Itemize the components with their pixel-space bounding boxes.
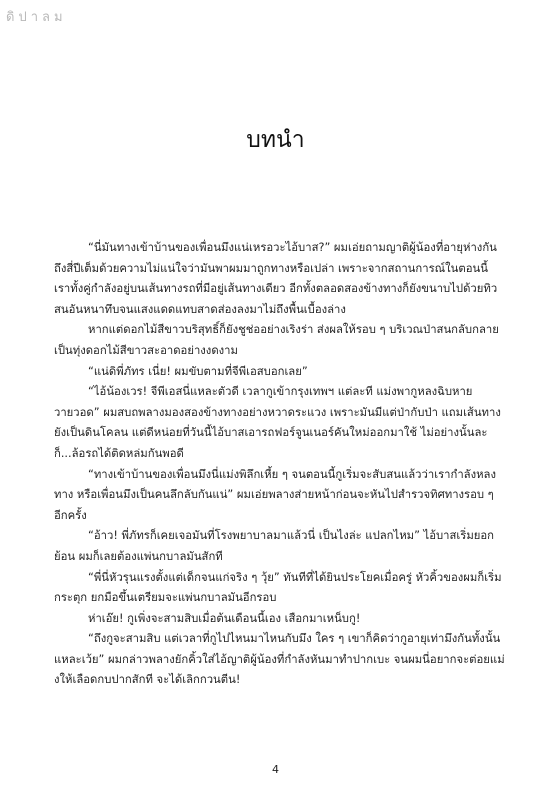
paragraph: “ทางเข้าบ้านของเพื่อนมึงนี่แม่งพิลึกเหี้ย ๆ จนตอนนี้กูเริ่มจะสับสนแล้วว่าเรากำลังหลงทาง หรือเพื่อนมึงเป็นคนลึกลับกันแน่” ผมเอ่ยพลางส่ายหน้าก่อนจะหันไปสำรวจทิศทางรอบ ๆ อีกครั้ง [54, 467, 496, 522]
paragraph: “อ้าว! พี่ภัทรก็เคยเจอมันที่โรงพยาบาลมาแล้วนี่ เป็นไงล่ะ แปลกไหม” ไอ้บาสเริ่มยอกย้อน ผมก็เลยต้องแพ่นกบาลมันสักที [54, 529, 495, 563]
paragraph: “นี่มันทางเข้าบ้านของเพื่อนมึงแน่เหรอวะไอ้บาส?” ผมเอ่ยถามญาติผู้น้องที่อายุห่างกันถึงสี่ปีเต็มด้วยความไม่แน่ใจว่ามันพาผมมาถูกทางหรือเปล่า เพราะจากสถานการณ์ในตอนนี้ เราทั้งคู่กำลังอยู่บนเส้นทางรถที่มีอยู่เส้นทางเดียว อีกทั้งตลอดสองข้างทางก็ยังขนาบไปด้วยทิวสนอันหนาทึบจนแสงแดดแทบสาดส่องลงมาไม่ถึงพื้นเบื้องล่าง [54, 241, 498, 316]
body-text [54, 238, 506, 691]
paragraph: ห่าเอ๊ย! กูเพิ่งจะสามสิบเมื่อต้นเดือนนี้เอง เสือกมาเหน็บกู! [88, 611, 361, 625]
paragraph: “ถึงกูจะสามสิบ แต่เวลาที่กูไปไหนมาไหนกับมึง ใคร ๆ เขาก็คิดว่ากูอายุเท่ามึงกันทั้งนั้นแหละเว้ย” ผมกล่าวพลางยักคิ้วใส่ไอ้ญาติผู้น้องที่กำลังหันมาทำปากเบะ จนผมนี่อยากจะต่อยแม่งให้เลือดกบปากสักที จะได้เลิกกวนตีน! [54, 632, 505, 687]
paragraph: “พี่นี่หัวรุนแรงตั้งแต่เด็กจนแก่จริง ๆ วุ้ย” ทันทีที่ได้ยินประโยคเมื่อครู่ หัวคิ้วของผมก็เริ่มกระตุก ยกมือขึ้นเตรียมจะแพ่นกบาลมันอีกรอบ [54, 570, 502, 605]
paragraph: หากแต่ดอกไม้สีขาวบริสุทธิ์ก็ยังชูช่ออย่างเริงร่า ส่งผลให้รอบ ๆ บริเวณป่าสนกลับกลายเป็นทุ่งดอกไม้สีขาวสะอาดอย่างงดงาม [54, 323, 499, 357]
corner-watermark: ดิปาลม [6, 10, 67, 25]
page-number: 4 [272, 763, 279, 776]
paragraph: “ไอ้น้องเวร! จีพีเอสนี่แหละตัวดี เวลากูเข้ากรุงเทพฯ แต่ละที แม่งพากูหลงฉิบหายวายวอด” ผมสบถพลางมองสองข้างทางอย่างหวาดระแวง เพราะมันมีแต่ป่ากับป่า แถมเส้นทางยังเป็นดินโคลน แต่ดีหน่อยที่วันนี้ไอ้บาสเอารถฟอร์จูนเนอร์คันใหม่ออกมาใช้ ไม่อย่างนั้นละก็...ล้อรถได้ติดหล่มกันพอดี [54, 385, 501, 460]
paragraph: “แน่ดิพี่ภัทร เนี่ย! ผมขับตามที่จีพีเอสบอกเลย” [88, 364, 308, 378]
page-title: บทนำ [246, 127, 305, 153]
